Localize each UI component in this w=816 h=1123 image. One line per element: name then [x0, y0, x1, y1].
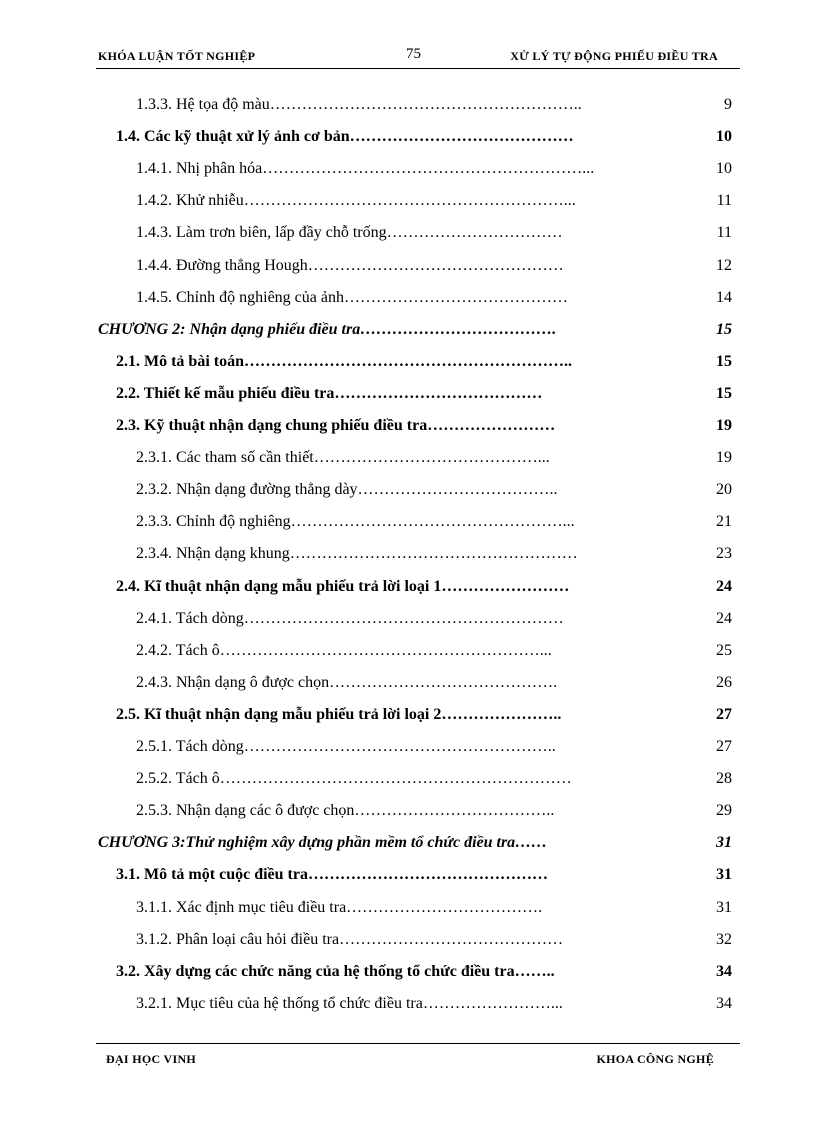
toc-entry-page: 34 [716, 962, 732, 980]
toc-entry-page: 21 [716, 513, 732, 531]
toc-entry-page: 15 [716, 320, 732, 338]
toc-entry-page: 19 [716, 417, 732, 434]
toc-entry-title: 2.2. Thiết kế mẫu phiếu điều tra………………………………… [116, 384, 543, 402]
toc-entry-title: 2.5.3. Nhận dạng các ô được chọn……………………………….. [136, 802, 555, 820]
header-topic-label: XỬ LÝ TỰ ĐỘNG PHIẾU ĐIỀU TRA [510, 49, 718, 63]
toc-entry [0, 607, 816, 631]
toc-entry-page: 19 [716, 449, 732, 467]
toc-entry-page: 32 [716, 930, 732, 948]
toc-entry-title: 1.4.4. Đường thẳng Hough………………………………………… [136, 256, 564, 274]
toc-entry [0, 703, 816, 727]
toc-entry [0, 286, 816, 310]
toc-entry-page: 23 [716, 545, 732, 563]
toc-entry-title: 1.4.1. Nhị phân hóa……………………………………………………... [136, 160, 595, 178]
toc-entry-page: 11 [716, 224, 732, 242]
page-footer [96, 1052, 740, 1070]
toc-entry-title: 1.3.3. Hệ tọa độ màu………………………………………………….. [136, 96, 582, 113]
toc-entry [0, 254, 816, 278]
page-number: 75 [406, 46, 421, 62]
header-thesis-label: KHÓA LUẬN TỐT NGHIỆP [98, 49, 256, 63]
toc-entry-page: 10 [716, 160, 732, 178]
toc-entry [0, 928, 816, 952]
toc-entry [0, 189, 816, 213]
toc-entry-title: 1.4.5. Chỉnh độ nghiêng của ảnh…………………………………… [136, 288, 568, 306]
toc-entry [0, 318, 816, 342]
toc-entry-page: 11 [716, 192, 732, 210]
toc-entry [0, 896, 816, 920]
toc-entry [0, 510, 816, 534]
toc-entry-page: 9 [724, 96, 732, 113]
toc-entry-page: 24 [716, 609, 732, 627]
footer-faculty-label: KHOA CÔNG NGHỆ [596, 1052, 714, 1066]
toc-entry-page: 31 [716, 834, 732, 852]
toc-entry-title: 3.1. Mô tả một cuộc điều tra……………………………………… [116, 866, 548, 884]
toc-entry [0, 542, 816, 566]
toc-entry-title: 3.2. Xây dựng các chức năng của hệ thống tổ chức điều tra…….. [116, 962, 555, 980]
header-divider [96, 68, 740, 69]
toc-entry [0, 831, 816, 855]
toc-entry-page: 27 [716, 705, 732, 723]
toc-entry-title: 1.4.3. Làm trơn biên, lấp đầy chỗ trống…………………………… [136, 224, 563, 242]
toc-entry-title: 1.4.2. Khử nhiễu……………………………………………………... [136, 192, 576, 210]
toc-entry-page: 27 [716, 738, 732, 755]
toc-entry [0, 639, 816, 663]
toc-entry [0, 446, 816, 470]
toc-entry [0, 350, 816, 374]
toc-entry [0, 221, 816, 245]
toc-entry-title: 2.3.4. Nhận dạng khung……………………………………………… [136, 545, 578, 563]
toc-entry [0, 960, 816, 984]
toc-entry [0, 382, 816, 406]
toc-entry-page: 31 [716, 866, 732, 884]
toc-entry [0, 157, 816, 181]
toc-entry-title: 2.3.3. Chỉnh độ nghiêng……………………………………………... [136, 513, 575, 531]
toc-entry-title: CHƯƠNG 2: Nhận dạng phiếu điều tra………………………………. [98, 320, 557, 338]
toc-entry-page: 26 [716, 673, 732, 691]
toc-entry [0, 671, 816, 695]
toc-entry-title: 2.3. Kỹ thuật nhận dạng chung phiếu điều tra…………………… [116, 417, 556, 434]
toc-entry-title: CHƯƠNG 3:Thử nghiệm xây dựng phần mềm tổ chức điều tra…… [98, 834, 548, 852]
toc-entry-title: 3.1.2. Phân loại câu hỏi điều tra…………………………………… [136, 930, 564, 948]
toc-entry-page: 34 [716, 994, 732, 1012]
toc-entry [0, 478, 816, 502]
toc-entry-title: 2.4.2. Tách ô……………………………………………………... [136, 641, 552, 659]
toc-entry-title: 2.5.1. Tách dòng………………………………………………….. [136, 738, 556, 755]
toc-entry-title: 2.5. Kĩ thuật nhận dạng mẫu phiếu trả lời loại 2………………….. [116, 705, 562, 723]
toc-entry-page: 24 [716, 577, 732, 595]
toc-entry [0, 735, 816, 759]
toc-entry [0, 992, 816, 1016]
toc-entry [0, 767, 816, 791]
toc-entry [0, 799, 816, 823]
toc-entry-page: 12 [716, 256, 732, 274]
footer-divider [96, 1043, 740, 1044]
toc-entry-page: 15 [716, 352, 732, 370]
footer-university-label: ĐẠI HỌC VINH [106, 1052, 197, 1066]
toc-entry-page: 29 [716, 802, 732, 820]
toc-entry-page: 14 [716, 288, 732, 306]
toc-entry [0, 93, 816, 117]
toc-entry-title: 3.1.1. Xác định mục tiêu điều tra………………………………. [136, 898, 543, 916]
toc-entry-title: 2.5.2. Tách ô………………………………………………………… [136, 770, 572, 788]
toc-entry [0, 575, 816, 599]
toc-entry-title: 3.2.1. Mục tiêu của hệ thống tổ chức điều tra……………………... [136, 994, 563, 1012]
toc-entry-page: 31 [716, 898, 732, 916]
toc-entry-title: 2.4. Kĩ thuật nhận dạng mẫu phiếu trả lời loại 1…………………… [116, 577, 570, 595]
toc-entry [0, 863, 816, 887]
toc-entry-page: 25 [716, 641, 732, 659]
toc-entry-title: 2.3.1. Các tham số cần thiết……………………………………... [136, 449, 550, 467]
toc-entry-page: 28 [716, 770, 732, 788]
toc-entry-title: 2.3.2. Nhận dạng đường thẳng dày……………………………….. [136, 481, 558, 499]
toc-entry-title: 2.4.1. Tách dòng…………………………………………………… [136, 609, 564, 627]
toc-entry-page: 15 [716, 384, 732, 402]
toc-entry-title: 2.4.3. Nhận dạng ô được chọn……………………………………. [136, 673, 558, 691]
toc-entry-title: 2.1. Mô tả bài toán…………………………………………………….. [116, 352, 572, 370]
toc-entry [0, 414, 816, 438]
toc-entry-page: 10 [716, 128, 732, 146]
toc-entry [0, 125, 816, 149]
page-header [96, 46, 740, 68]
toc-entry-title: 1.4. Các kỹ thuật xử lý ảnh cơ bản…………………………………… [116, 128, 574, 146]
toc-entry-page: 20 [716, 481, 732, 499]
